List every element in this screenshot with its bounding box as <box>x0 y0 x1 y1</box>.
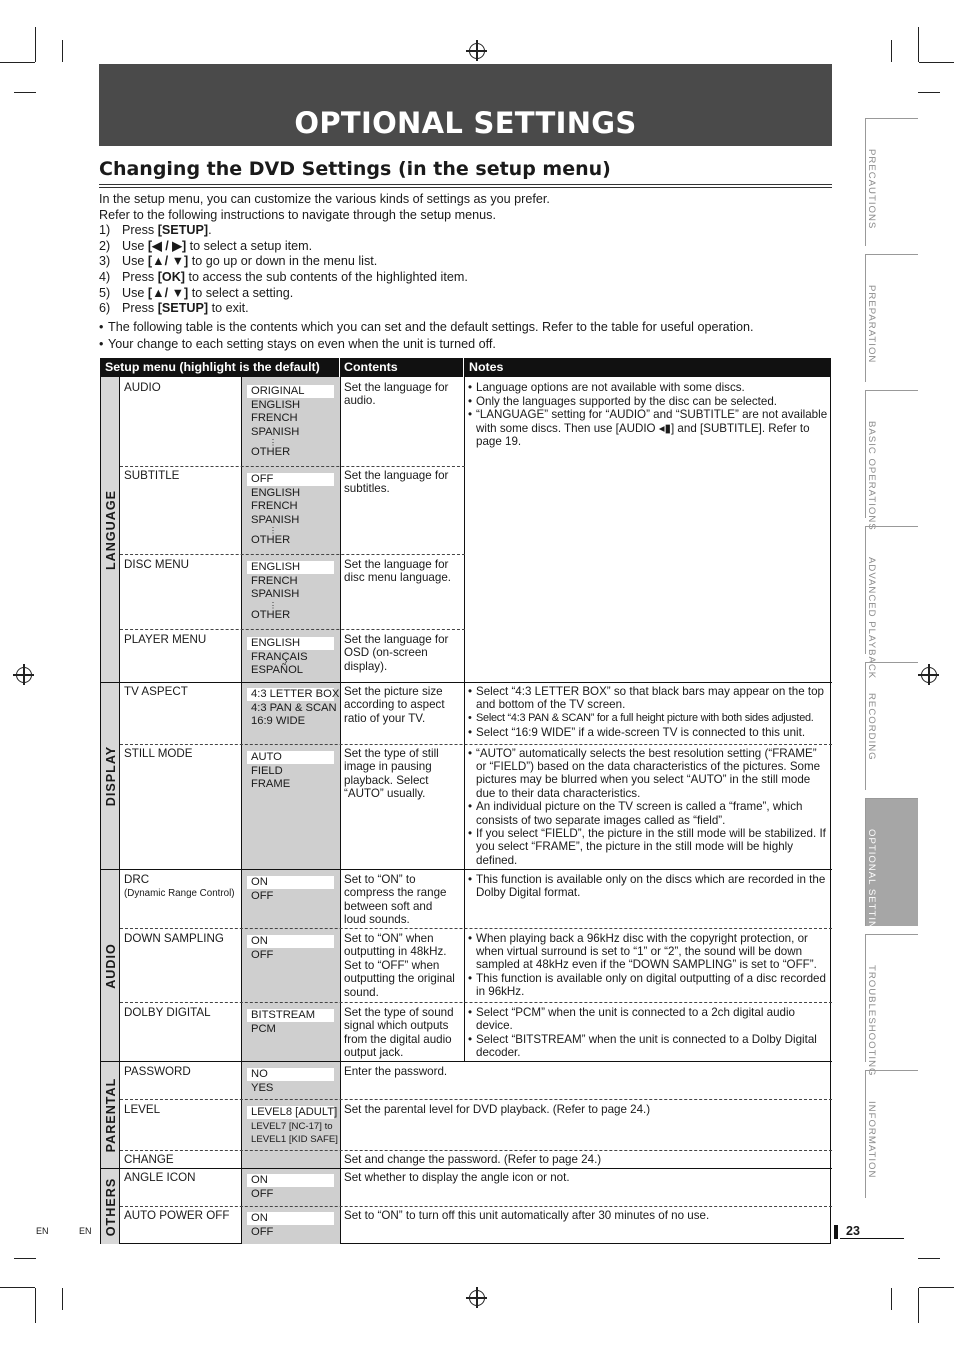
default-option: AUTO <box>247 751 334 764</box>
header-notes: Notes <box>469 360 504 374</box>
page-title: OPTIONAL SETTINGS <box>294 106 637 140</box>
default-option: BITSTREAM <box>247 1009 334 1022</box>
side-tab-optional-settings[interactable]: OPTIONAL SETTINGS <box>865 798 918 926</box>
options-still-mode: AUTO FIELD FRAME <box>247 751 334 792</box>
section-title: Changing the DVD Settings (in the setup menu) <box>99 158 611 180</box>
default-option: LEVEL8 [ADULT] <box>247 1106 334 1119</box>
intro-line: In the setup menu, you can customize the various kinds of settings as you prefer. <box>99 192 550 206</box>
title-banner <box>99 64 832 146</box>
intro-bullet: • The following table is the contents which you can set and the default settings. Refer to the table for useful operation. <box>99 319 754 334</box>
header-setup-menu: Setup menu (highlight is the default) <box>105 360 320 374</box>
notes-language: • Language options are not available with some discs. • Only the languages supported by the disc can be selected. • “LANGUAGE” setting for “AUDIO” and “SUBTITLE” are not available with some discs. Then use [AUDIO ◂▮] and [SUBTITLE]. Refer to page 19. <box>468 381 828 448</box>
category-parental: PARENTAL <box>101 1062 120 1169</box>
default-option: 4:3 LETTER BOX <box>247 688 334 701</box>
options-password: NO YES <box>247 1068 334 1095</box>
category-language: LANGUAGE <box>101 377 120 683</box>
content-change: Set and change the password. (Refer to page 24.) <box>344 1153 602 1166</box>
category-display: DISPLAY <box>101 683 120 870</box>
notes-down-sampling: • When playing back a 96kHz disc with the copyright protection, or when virtual surround is set to “1” or “2”, the sound will be down sampled at 48kHz even if the “DOWN SAMPLING” is set to “OFF”. • This function is available only on digital outputting of a disc recorded in 96kHz. <box>468 932 826 999</box>
registration-mark-icon <box>469 43 485 59</box>
options-player-menu: ENGLISH FRANÇAIS ESPAÑOL <box>247 637 334 678</box>
default-option: OFF <box>247 473 334 486</box>
side-tab-preparation[interactable]: PREPARATION <box>865 254 918 382</box>
content-still-mode: Set the type of still image in pausing playback. Select “AUTO” usually. <box>344 747 439 801</box>
content-angle-icon: Set whether to display the angle icon or not. <box>344 1171 570 1184</box>
content-player-menu: Set the language for OSD (on-screen display). <box>344 633 449 673</box>
footer-rule <box>840 1238 904 1239</box>
page-number: 23 <box>846 1224 860 1238</box>
options-dolby-digital: BITSTREAM PCM <box>247 1009 334 1036</box>
notes-drc: • This function is available only on the discs which are recorded in the Dolby Digital format. <box>468 873 826 900</box>
item-subtitle: SUBTITLE <box>124 469 180 482</box>
default-option: ON <box>247 1174 334 1187</box>
step-item: 3) Use [▲/ ▼] to go up or down in the menu list. <box>99 254 378 269</box>
item-still-mode: STILL MODE <box>124 747 193 760</box>
category-audio: AUDIO <box>101 870 120 1062</box>
options-disc-menu: ENGLISH FRENCH SPANISH ⋮ OTHER <box>247 561 334 622</box>
step-item: 1) Press [SETUP]. <box>99 223 212 238</box>
item-level: LEVEL <box>124 1103 161 1116</box>
step-item: 5) Use [▲/ ▼] to select a setting. <box>99 285 294 300</box>
content-password: Enter the password. <box>344 1065 448 1078</box>
item-audio-language: AUDIO <box>124 381 161 394</box>
item-tv-aspect: TV ASPECT <box>124 685 188 698</box>
content-subtitle: Set the language for subtitles. <box>344 469 449 496</box>
item-down-sampling: DOWN SAMPLING <box>124 932 224 945</box>
default-option: ON <box>247 876 334 889</box>
language-code: EN <box>79 1226 92 1236</box>
notes-tv-aspect: • Select “4:3 LETTER BOX” so that black bars may appear on the top and bottom of the TV screen. • Select “4:3 PAN & SCAN” for a full height picture with both sides adjusted. • Select “16:9 WIDE” if a wide-screen TV is connected to this unit. <box>468 685 824 739</box>
item-disc-menu: DISC MENU <box>124 558 190 571</box>
intro-line: Refer to the following instructions to navigate through the setup menus. <box>99 207 496 222</box>
content-auto-power-off: Set to “ON” to turn off this unit automatically after 30 minutes of no use. <box>344 1209 710 1222</box>
table-header <box>100 358 831 377</box>
content-drc: Set to “ON” to compress the range between soft and loud sounds. <box>344 873 447 927</box>
side-tab-troubleshooting[interactable]: TROUBLESHOOTING <box>865 934 918 1062</box>
options-down-sampling: ON OFF <box>247 935 334 962</box>
side-tab-recording[interactable]: RECORDING <box>865 662 918 790</box>
item-change: CHANGE <box>124 1153 174 1166</box>
options-auto-power-off: ON OFF <box>247 1212 334 1239</box>
item-dolby-digital: DOLBY DIGITAL <box>124 1006 211 1019</box>
registration-mark-icon <box>469 1290 485 1306</box>
options-tv-aspect: 4:3 LETTER BOX 4:3 PAN & SCAN 16:9 WIDE <box>247 688 334 729</box>
options-subtitle: OFF ENGLISH FRENCH SPANISH ⋮ OTHER <box>247 473 334 547</box>
default-option: ENGLISH <box>247 561 334 574</box>
default-option: ORIGINAL <box>247 385 334 398</box>
step-item: 4) Press [OK] to access the sub contents of the highlighted item. <box>99 269 468 284</box>
intro-bullet: • Your change to each setting stays on even when the unit is turned off. <box>99 337 496 352</box>
step-item: 2) Use [◀ / ▶] to select a setup item. <box>99 238 313 253</box>
item-password: PASSWORD <box>124 1065 191 1078</box>
intro-text <box>99 192 834 353</box>
category-others: OTHERS <box>101 1169 120 1244</box>
side-tab-advanced-playback[interactable]: ADVANCED PLAYBACK <box>865 526 918 654</box>
step-item: 6) Press [SETUP] to exit. <box>99 301 249 316</box>
options-angle-icon: ON OFF <box>247 1174 334 1201</box>
options-audio-language: ORIGINAL ENGLISH FRENCH SPANISH ⋮ OTHER <box>247 385 334 459</box>
section-divider <box>99 184 832 188</box>
item-drc: DRC (Dynamic Range Control) <box>124 873 235 899</box>
default-option: ON <box>247 1212 334 1225</box>
item-player-menu: PLAYER MENU <box>124 633 207 646</box>
content-audio-language: Set the language for audio. <box>344 381 449 408</box>
content-tv-aspect: Set the picture size according to aspect ratio of your TV. <box>344 685 445 725</box>
item-auto-power-off: AUTO POWER OFF <box>124 1209 230 1222</box>
registration-mark-icon <box>16 667 32 683</box>
default-option: ENGLISH <box>247 637 334 650</box>
content-down-sampling: Set to “ON” when outputting in 48kHz. Set to “OFF” when outputting the original sound. <box>344 932 455 999</box>
side-tab-information[interactable]: INFORMATION <box>865 1070 918 1198</box>
language-code: EN <box>36 1226 49 1236</box>
content-level: Set the parental level for DVD playback. (Refer to page 24.) <box>344 1103 651 1116</box>
table-body <box>100 377 831 1244</box>
default-option: ON <box>247 935 334 948</box>
notes-dolby-digital: • Select “PCM” when the unit is connected to a 2ch digital audio device. • Select “BITSTREAM” when the unit is connected to a Dolby Digital decoder. <box>468 1006 817 1060</box>
content-disc-menu: Set the language for disc menu language. <box>344 558 451 585</box>
page-marker <box>834 1225 838 1239</box>
registration-mark-icon <box>921 667 937 683</box>
header-contents: Contents <box>344 360 398 374</box>
content-dolby-digital: Set the type of sound signal which outputs from the digital audio output jack. <box>344 1006 454 1060</box>
notes-still-mode: • “AUTO” automatically selects the best resolution setting (“FRAME” or “FIELD”) based on the data characteristics of the pictures. Some pictures may be blurred when you select “AUTO” in the still mode due to their data characteristics. • An individual picture on the TV screen is called a “frame”, which consists of two separate images called as “field”. • If you select “FIELD”, the picture in the still mode will be stabilized. If you select “FRAME”, the picture in the still mode will be highly defined. <box>468 747 826 867</box>
item-angle-icon: ANGLE ICON <box>124 1171 196 1184</box>
side-tab-basic-operations[interactable]: BASIC OPERATIONS <box>865 390 918 518</box>
default-option: NO <box>247 1068 334 1081</box>
options-level: LEVEL8 [ADULT] LEVEL7 [NC-17] to LEVEL1 [KID SAFE] <box>247 1106 334 1146</box>
side-tab-precautions[interactable]: PRECAUTIONS <box>865 118 918 246</box>
options-drc: ON OFF <box>247 876 334 903</box>
